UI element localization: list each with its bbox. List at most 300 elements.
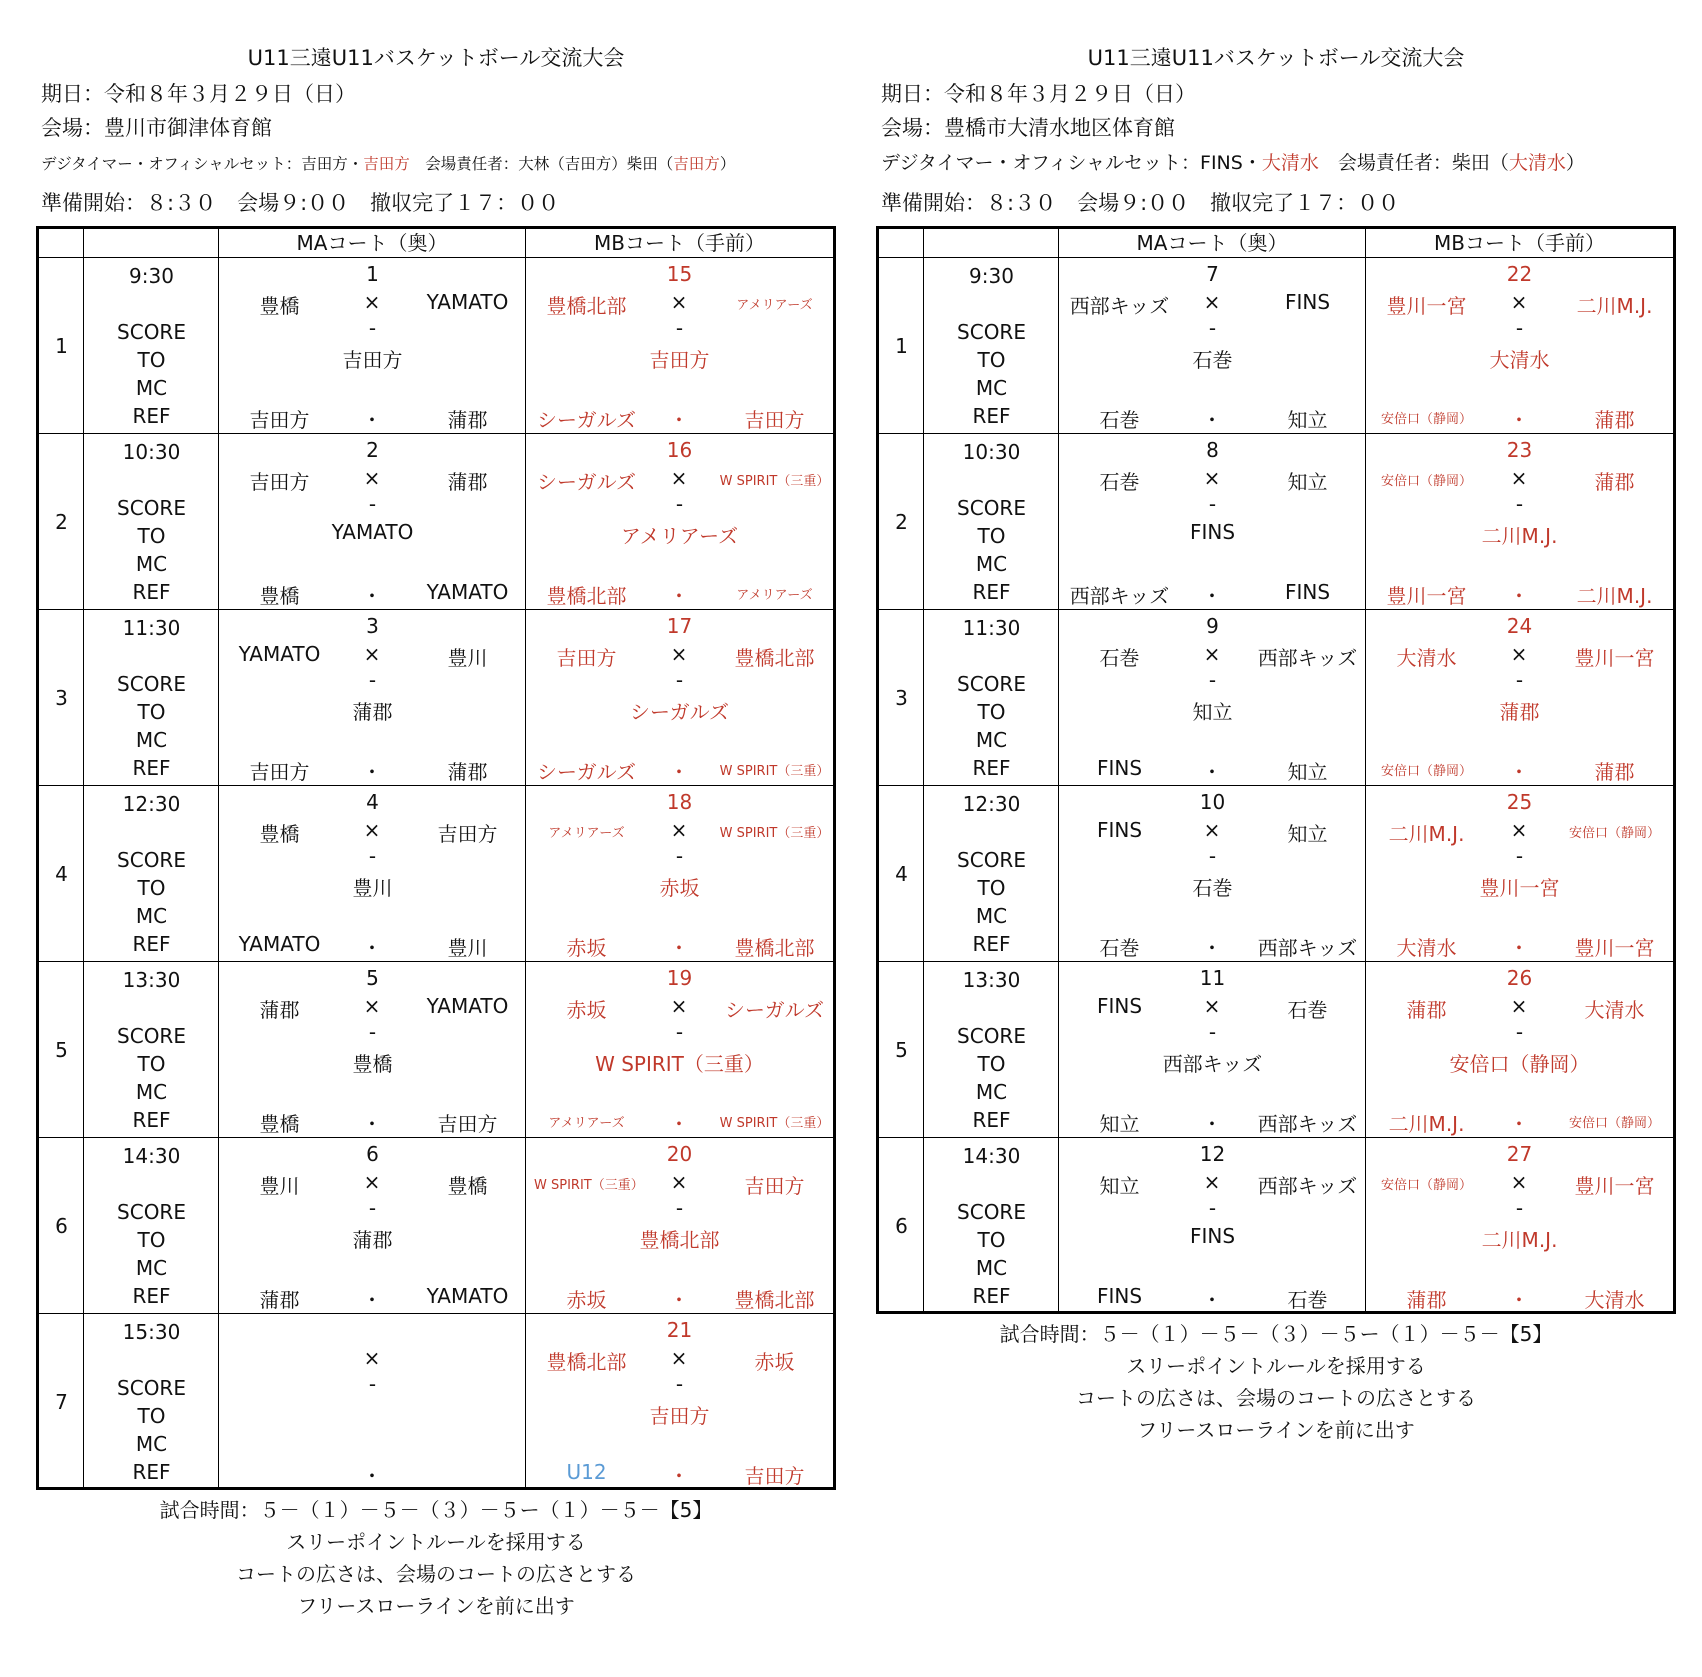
table-officials-team: 豊川一宮 <box>1479 876 1560 900</box>
spacer <box>410 155 426 173</box>
score-label: SCORE <box>117 496 186 520</box>
score-label: SCORE <box>117 848 186 872</box>
table-row <box>36 610 836 786</box>
round-number-cell <box>39 1314 84 1487</box>
game-number: 25 <box>1506 790 1533 814</box>
referee-b: 知立 <box>1287 408 1328 432</box>
manager-red: 大清水 <box>1508 152 1566 174</box>
table-officials-team: 石巻 <box>1192 876 1233 900</box>
referee-dot: ・ <box>1202 1288 1222 1312</box>
referee-b: 蒲郡 <box>1594 760 1635 784</box>
referee-dot: ・ <box>362 408 382 432</box>
score-label: SCORE <box>957 1024 1026 1048</box>
officials-line <box>881 148 1585 175</box>
table-officials-team: 赤坂 <box>659 876 700 900</box>
versus-mark: × <box>1510 642 1528 666</box>
score-dash: - <box>675 668 684 692</box>
referee-b: W SPIRIT（三重） <box>719 1116 830 1131</box>
time-cell <box>924 962 1059 1137</box>
score-dash: - <box>675 1372 684 1396</box>
table-officials-team: 吉田方 <box>649 1404 710 1428</box>
footer-note: スリーポイントルールを採用する <box>286 1530 586 1554</box>
event-venue: 会場：豊橋市大清水地区体育館 <box>881 116 1175 140</box>
mc-label: MC <box>975 552 1008 576</box>
header-blank-num <box>39 229 84 257</box>
referee-dot: ・ <box>1202 1112 1222 1136</box>
mc-label: MC <box>975 728 1008 752</box>
tournament-title: U11三遠U11バスケットボール交流大会 <box>247 46 625 70</box>
versus-mark: × <box>670 818 688 842</box>
schedule-table <box>876 226 1676 1314</box>
time-cell <box>84 1138 219 1313</box>
referee-b: FINS <box>1284 580 1331 604</box>
score-label: SCORE <box>957 1200 1026 1224</box>
referee-dot: ・ <box>362 1112 382 1136</box>
mb-court-cell <box>526 434 833 609</box>
team-b: 吉田方 <box>744 1174 805 1198</box>
referee-dot: ・ <box>669 1288 689 1312</box>
time-cell <box>84 258 219 433</box>
versus-mark: × <box>1510 818 1528 842</box>
table-officials-team: アメリアーズ <box>620 524 739 548</box>
referee-b: 蒲郡 <box>1594 408 1635 432</box>
score-dash: - <box>368 316 377 340</box>
team-a: 西部キッズ <box>1069 294 1170 318</box>
team-b: 西部キッズ <box>1257 1174 1358 1198</box>
to-label: TO <box>137 1228 166 1252</box>
mb-court-cell <box>1366 1138 1673 1311</box>
referee-dot: ・ <box>669 760 689 784</box>
to-label: TO <box>137 700 166 724</box>
spacer <box>1319 152 1338 174</box>
mc-label: MC <box>135 1080 168 1104</box>
referee-dot: ・ <box>669 1464 689 1488</box>
game-number: 17 <box>666 614 693 638</box>
referee-b: YAMATO <box>426 580 509 604</box>
header-blank-time <box>924 229 1059 257</box>
team-a: 豊橋 <box>259 294 300 318</box>
versus-mark: × <box>1510 290 1528 314</box>
round-number: 3 <box>895 686 908 710</box>
game-number: 23 <box>1506 438 1533 462</box>
versus-mark: × <box>1510 466 1528 490</box>
round-number: 2 <box>895 510 908 534</box>
team-a: 大清水 <box>1396 646 1457 670</box>
team-a: FINS <box>1096 818 1143 842</box>
team-a: 吉田方 <box>249 470 310 494</box>
round-number: 4 <box>55 862 68 886</box>
versus-mark: × <box>670 1346 688 1370</box>
officials-red: 吉田方 <box>363 155 410 173</box>
team-b: 大清水 <box>1584 998 1645 1022</box>
referee-a: 豊橋 <box>259 1112 300 1136</box>
round-number-cell <box>39 1138 84 1313</box>
round-number: 3 <box>55 686 68 710</box>
score-dash: - <box>1208 668 1217 692</box>
score-dash: - <box>368 1372 377 1396</box>
round-number-cell <box>39 434 84 609</box>
ma-court-cell <box>1059 258 1366 433</box>
mc-label: MC <box>135 1432 168 1456</box>
referee-a: アメリアーズ <box>548 1116 625 1131</box>
referee-dot: ・ <box>362 936 382 960</box>
footer-note: コートの広さは、会場のコートの広さとする <box>236 1562 636 1586</box>
versus-mark: × <box>1203 290 1221 314</box>
header-mb-court: MBコート（手前） <box>594 231 765 255</box>
ma-court-cell <box>1059 786 1366 961</box>
table-officials-team: 豊橋 <box>352 1052 393 1076</box>
manager-prefix: 会場責任者：柴田（ <box>1337 152 1509 174</box>
team-b: W SPIRIT（三重） <box>719 474 830 489</box>
team-b: 豊川一宮 <box>1574 646 1655 670</box>
versus-mark: × <box>670 994 688 1018</box>
officials-line <box>41 152 735 174</box>
start-time: 11:30 <box>962 616 1021 640</box>
table-officials-team: FINS <box>1189 520 1236 544</box>
team-b: 石巻 <box>1287 998 1328 1022</box>
versus-mark: × <box>363 994 381 1018</box>
referee-b: 知立 <box>1287 760 1328 784</box>
referee-dot: ・ <box>669 936 689 960</box>
game-number: 5 <box>366 966 379 990</box>
ref-label: REF <box>132 1284 171 1308</box>
event-venue: 会場：豊川市御津体育館 <box>41 116 272 140</box>
referee-b: 二川M.J. <box>1576 584 1653 608</box>
referee-a: 知立 <box>1099 1112 1140 1136</box>
footer-note: コートの広さは、会場のコートの広さとする <box>1076 1386 1476 1410</box>
table-row <box>36 258 836 434</box>
ref-label: REF <box>972 1108 1011 1132</box>
game-number: 6 <box>366 1142 379 1166</box>
mb-court-cell <box>526 962 833 1137</box>
referee-a: FINS <box>1096 1284 1143 1308</box>
referee-a: 豊川一宮 <box>1386 584 1467 608</box>
manager-suffix: ） <box>1565 152 1585 174</box>
versus-mark: × <box>1203 642 1221 666</box>
referee-dot: ・ <box>1509 584 1529 608</box>
score-dash: - <box>1515 1196 1524 1220</box>
team-b: YAMATO <box>426 290 509 314</box>
ref-label: REF <box>132 932 171 956</box>
footer-note: スリーポイントルールを採用する <box>1126 1354 1426 1378</box>
game-number: 18 <box>666 790 693 814</box>
tournament-title: U11三遠U11バスケットボール交流大会 <box>1087 46 1465 70</box>
round-number: 5 <box>895 1038 908 1062</box>
manager-suffix: ） <box>719 155 736 173</box>
right-schedule-panel <box>876 0 1676 1677</box>
referee-b: 西部キッズ <box>1257 1112 1358 1136</box>
time-cell <box>84 610 219 785</box>
table-officials-team: FINS <box>1189 1224 1236 1248</box>
team-a: 赤坂 <box>566 998 607 1022</box>
score-label: SCORE <box>957 320 1026 344</box>
score-dash: - <box>675 1196 684 1220</box>
table-row <box>876 786 1676 962</box>
team-a: 蒲郡 <box>259 998 300 1022</box>
score-dash: - <box>1208 844 1217 868</box>
versus-mark: × <box>363 818 381 842</box>
table-officials-team: YAMATO <box>331 520 414 544</box>
start-time: 15:30 <box>122 1320 181 1344</box>
schedule-table <box>36 226 836 1490</box>
ma-court-cell <box>219 434 526 609</box>
footer-note: フリースローラインを前に出す <box>1137 1418 1415 1442</box>
game-number: 7 <box>1206 262 1219 286</box>
table-header <box>36 226 836 258</box>
score-label: SCORE <box>117 672 186 696</box>
to-label: TO <box>977 524 1006 548</box>
start-time: 10:30 <box>962 440 1021 464</box>
mb-court-cell <box>526 1138 833 1313</box>
team-a: シーガルズ <box>537 470 636 494</box>
ma-court-cell <box>219 786 526 961</box>
score-dash: - <box>368 1020 377 1044</box>
round-number: 4 <box>895 862 908 886</box>
team-a: FINS <box>1096 994 1143 1018</box>
team-a: 豊川一宮 <box>1386 294 1467 318</box>
referee-a: 吉田方 <box>249 760 310 784</box>
round-number-cell <box>879 258 924 433</box>
team-a: 二川M.J. <box>1388 822 1465 846</box>
versus-mark: × <box>670 466 688 490</box>
table-officials-team: 豊橋北部 <box>639 1228 720 1252</box>
referee-a: 赤坂 <box>566 936 607 960</box>
score-label: SCORE <box>957 672 1026 696</box>
referee-a: 石巻 <box>1099 936 1140 960</box>
team-a: 石巻 <box>1099 470 1140 494</box>
game-number: 21 <box>666 1318 693 1342</box>
referee-dot: ・ <box>1202 584 1222 608</box>
referee-a: 石巻 <box>1099 408 1140 432</box>
ma-court-cell <box>219 1314 526 1487</box>
score-label: SCORE <box>957 848 1026 872</box>
game-number: 27 <box>1506 1142 1533 1166</box>
time-cell <box>924 1138 1059 1311</box>
referee-a: FINS <box>1096 756 1143 780</box>
ref-label: REF <box>132 1108 171 1132</box>
team-b: 蒲郡 <box>447 470 488 494</box>
setup-timeline: 準備開始：８:３０ 会場９:００ 撤収完了１７：００ <box>881 191 1400 215</box>
versus-mark: × <box>1510 994 1528 1018</box>
referee-a: YAMATO <box>238 932 321 956</box>
referee-b: 吉田方 <box>437 1112 498 1136</box>
table-row <box>876 610 1676 786</box>
to-label: TO <box>977 1228 1006 1252</box>
team-a: アメリアーズ <box>548 826 625 841</box>
referee-a: 西部キッズ <box>1069 584 1170 608</box>
team-b: 知立 <box>1287 470 1328 494</box>
mb-court-cell <box>526 1314 833 1487</box>
header-ma-court: MAコート（奥） <box>1059 229 1366 257</box>
table-row <box>36 1314 836 1490</box>
ref-label: REF <box>132 404 171 428</box>
table-officials-team: 知立 <box>1192 700 1233 724</box>
ma-court-cell <box>219 258 526 433</box>
round-number-cell <box>39 258 84 433</box>
game-number: 2 <box>366 438 379 462</box>
game-number: 12 <box>1199 1142 1226 1166</box>
referee-b: 豊川 <box>447 936 488 960</box>
versus-mark: × <box>1510 1170 1528 1194</box>
game-number: 3 <box>366 614 379 638</box>
team-b: 安倍口（静岡） <box>1568 826 1660 841</box>
versus-mark: × <box>363 466 381 490</box>
team-b: W SPIRIT（三重） <box>719 826 830 841</box>
versus-mark: × <box>670 642 688 666</box>
officials-prefix: デジタイマー・オフィシャルセット：FINS・ <box>881 152 1262 174</box>
ref-label: REF <box>132 1460 171 1484</box>
footer-note: 試合時間：５－（１）－５－（３）－５ー（１）－５－【5】 <box>999 1322 1553 1346</box>
score-dash: - <box>1208 1196 1217 1220</box>
referee-dot: ・ <box>1202 760 1222 784</box>
team-a: 豊橋北部 <box>546 1350 627 1374</box>
to-label: TO <box>977 700 1006 724</box>
referee-a: 安倍口（静岡） <box>1380 412 1472 427</box>
team-a: 豊川 <box>259 1174 300 1198</box>
manager-red: 吉田方 <box>673 155 720 173</box>
table-row <box>36 786 836 962</box>
setup-timeline: 準備開始：８:３０ 会場９:００ 撤収完了１７：００ <box>41 191 560 215</box>
score-label: SCORE <box>117 320 186 344</box>
round-number: 1 <box>55 334 68 358</box>
score-dash: - <box>368 1196 377 1220</box>
to-label: TO <box>137 1404 166 1428</box>
table-row <box>36 434 836 610</box>
table-header <box>876 226 1676 258</box>
referee-b: 豊橋北部 <box>734 1288 815 1312</box>
mb-court-cell <box>1366 786 1673 961</box>
round-number-cell <box>879 786 924 961</box>
team-b: 赤坂 <box>754 1350 795 1374</box>
team-b: 蒲郡 <box>1594 470 1635 494</box>
table-officials-team: 吉田方 <box>649 348 710 372</box>
score-label: SCORE <box>117 1200 186 1224</box>
referee-b: 蒲郡 <box>447 760 488 784</box>
mc-label: MC <box>975 376 1008 400</box>
table-row <box>876 962 1676 1138</box>
mb-court-cell <box>1366 258 1673 433</box>
header-mb-court: MBコート（手前） <box>1434 231 1605 255</box>
referee-a: シーガルズ <box>537 408 636 432</box>
start-time: 10:30 <box>122 440 181 464</box>
ref-label: REF <box>972 580 1011 604</box>
mc-label: MC <box>975 904 1008 928</box>
to-label: TO <box>977 1052 1006 1076</box>
table-officials-team: 大清水 <box>1489 348 1550 372</box>
time-cell <box>84 434 219 609</box>
referee-b: YAMATO <box>426 1284 509 1308</box>
round-number: 1 <box>895 334 908 358</box>
game-number: 24 <box>1506 614 1533 638</box>
to-label: TO <box>137 348 166 372</box>
mc-label: MC <box>135 552 168 576</box>
referee-a: U12 <box>566 1460 607 1484</box>
team-b: シーガルズ <box>725 998 824 1022</box>
table-officials-team: 安倍口（静岡） <box>1449 1052 1590 1076</box>
game-number: 20 <box>666 1142 693 1166</box>
ref-label: REF <box>972 756 1011 780</box>
mc-label: MC <box>135 728 168 752</box>
mb-court-cell <box>526 258 833 433</box>
team-b: 豊橋 <box>447 1174 488 1198</box>
start-time: 9:30 <box>969 264 1014 288</box>
officials-red: 大清水 <box>1261 152 1319 174</box>
score-dash: - <box>675 316 684 340</box>
referee-b: 吉田方 <box>744 408 805 432</box>
to-label: TO <box>137 524 166 548</box>
ref-label: REF <box>972 1284 1011 1308</box>
time-cell <box>84 1314 219 1487</box>
score-label: SCORE <box>117 1376 186 1400</box>
start-time: 13:30 <box>962 968 1021 992</box>
game-number: 26 <box>1506 966 1533 990</box>
round-number-cell <box>879 962 924 1137</box>
table-row <box>36 962 836 1138</box>
referee-b: 石巻 <box>1287 1288 1328 1312</box>
team-b: 吉田方 <box>437 822 498 846</box>
versus-mark: × <box>363 1346 381 1370</box>
game-number: 8 <box>1206 438 1219 462</box>
table-officials-team: W SPIRIT（三重） <box>595 1052 764 1076</box>
team-b: アメリアーズ <box>736 298 813 313</box>
score-label: SCORE <box>957 496 1026 520</box>
table-officials-team: 蒲郡 <box>1499 700 1540 724</box>
table-row <box>876 258 1676 434</box>
team-a: 知立 <box>1099 1174 1140 1198</box>
referee-a: 豊橋北部 <box>546 584 627 608</box>
table-officials-team: 二川M.J. <box>1481 1228 1558 1252</box>
round-number-cell <box>39 786 84 961</box>
start-time: 12:30 <box>962 792 1021 816</box>
team-a: 吉田方 <box>556 646 617 670</box>
table-officials-team: 吉田方 <box>342 348 403 372</box>
ma-court-cell <box>219 610 526 785</box>
team-a: 安倍口（静岡） <box>1380 474 1472 489</box>
score-dash: - <box>368 668 377 692</box>
score-dash: - <box>1515 1020 1524 1044</box>
event-date: 期日：令和８年３月２９日（日） <box>881 82 1196 106</box>
score-dash: - <box>675 492 684 516</box>
score-dash: - <box>1515 668 1524 692</box>
start-time: 11:30 <box>122 616 181 640</box>
ref-label: REF <box>132 580 171 604</box>
referee-dot: ・ <box>1202 408 1222 432</box>
game-number: 22 <box>1506 262 1533 286</box>
game-number: 19 <box>666 966 693 990</box>
start-time: 13:30 <box>122 968 181 992</box>
mb-court-cell <box>1366 434 1673 609</box>
referee-a: 吉田方 <box>249 408 310 432</box>
ma-court-cell <box>1059 434 1366 609</box>
to-label: TO <box>977 876 1006 900</box>
mc-label: MC <box>975 1256 1008 1280</box>
left-schedule-panel <box>36 0 836 1677</box>
footer-note: 試合時間：５－（１）－５－（３）－５ー（１）－５－【5】 <box>159 1498 713 1522</box>
referee-a: 蒲郡 <box>1406 1288 1447 1312</box>
versus-mark: × <box>363 642 381 666</box>
mc-label: MC <box>975 1080 1008 1104</box>
start-time: 9:30 <box>129 264 174 288</box>
game-number: 1 <box>366 262 379 286</box>
time-cell <box>84 962 219 1137</box>
versus-mark: × <box>670 290 688 314</box>
team-a: 豊橋 <box>259 822 300 846</box>
score-dash: - <box>675 844 684 868</box>
referee-dot: ・ <box>362 584 382 608</box>
table-officials-team: 豊川 <box>352 876 393 900</box>
ma-court-cell <box>1059 1138 1366 1311</box>
referee-b: 大清水 <box>1584 1288 1645 1312</box>
